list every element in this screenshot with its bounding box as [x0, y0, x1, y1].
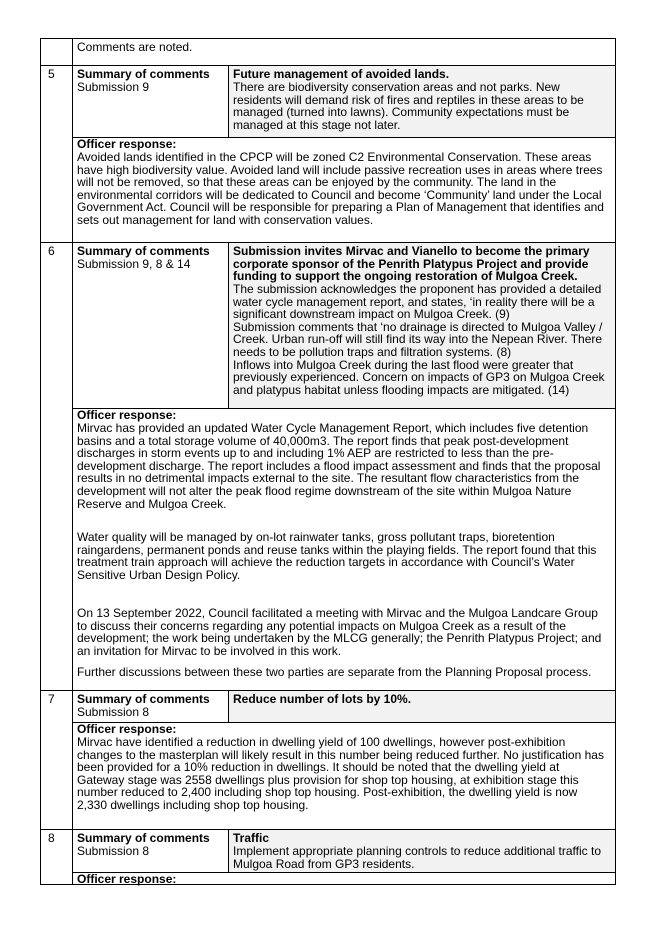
summary-column-divider [228, 66, 229, 137]
officer-response-label: Officer response: [77, 872, 177, 886]
comment-text: The submission acknowledges the proponent has provided a detailed water cycle management report, and states, ‘in reality there will be a significant downstream impact on Mulgoa Creek. (9) Submission comments that ‘no drainage is directed to Mulgoa Valley / Creek. Urban run-off will still find its way into the Nepean River. There needs to be pollution traps and filtration systems. (8) Inflows into Mulgoa Creek during the last flood were greater that previously experienced. Concern on impacts of GP3 on Mulgoa Creek and platypus habitat unless flooding impacts are mitigated. (14) [233, 282, 605, 397]
officer-response-paragraph: On 13 September 2022, Council facilitated a meeting with Mirvac and the Mulgoa Landcare Group to discuss their concerns regarding any potential impacts on Mulgoa Creek as a result of the development; the work being undertaken by the MLCG generally; the Penrith Platypus Project; and an invitation for Mirvac to be involved in this work. [77, 606, 602, 658]
submission-ref: Submission 9 [77, 80, 150, 94]
row-separator [41, 242, 615, 243]
row-number: 8 [48, 831, 55, 845]
comments-table [40, 38, 616, 885]
submission-ref: Submission 9, 8 & 14 [77, 257, 191, 271]
row-number: 6 [48, 244, 55, 258]
number-column-divider [72, 39, 73, 884]
comment-topic: Submission invites Mirvac and Vianello to become the primary corporate sponsor of the Penrith Platypus Project and provide funding to support the ongoing restoration of Mulgoa Creek. [233, 244, 590, 284]
summary-column-divider [228, 243, 229, 408]
summary-heading: Summary of comments [77, 244, 210, 258]
officer-response-label: Officer response: [77, 137, 177, 151]
comment-topic: Reduce number of lots by 10%. [233, 692, 412, 706]
officer-response-label: Officer response: [77, 722, 177, 736]
summary-column-divider [228, 830, 229, 872]
submission-ref: Submission 8 [77, 844, 150, 858]
officer-response-label: Officer response: [77, 408, 177, 422]
row-number: 5 [48, 67, 55, 81]
comment-text: There are biodiversity conservation areas and not parks. New residents will demand risk of fires and reptiles in these areas to be managed (turned into lawns). Community expectations must be managed at this stage not later. [233, 80, 584, 132]
row-separator [41, 829, 615, 830]
row-number: 7 [48, 692, 55, 706]
continued-comment: Comments are noted. [77, 40, 193, 54]
officer-response-paragraph: Further discussions between these two parties are separate from the Planning Proposal process. [77, 665, 592, 679]
summary-column-divider [228, 691, 229, 722]
row-separator [41, 690, 615, 691]
summary-heading: Summary of comments [77, 692, 210, 706]
submission-ref: Submission 8 [77, 705, 150, 719]
row-separator [41, 65, 615, 66]
comment-topic: Traffic [233, 831, 270, 845]
summary-heading: Summary of comments [77, 67, 210, 81]
officer-response-text: Avoided lands identified in the CPCP will be zoned C2 Environmental Conservation. These areas have high biodiversity value. Avoided land will include passive recreation uses in areas where trees will not be removed, so that these areas can be enjoyed by the community. The land in the environmental corridors will be dedicated to Council and become ‘Community’ land under the Local Government Act. Council will be responsible for preparing a Plan of Management that identifies and sets out management for land with conservation values. [77, 150, 604, 227]
officer-response-text: Mirvac have identified a reduction in dwelling yield of 100 dwellings, however post-exhibition changes to the masterplan will likely result in this number being reduced further. No justification has been provided for a 10% reduction in dwellings. It should be noted that the dwelling yield at Gateway stage was 2558 dwellings plus provision for shop top housing, at exhibition stage this number reduced to 2,400 including shop top housing. Post-exhibition, the dwelling yield is now 2,330 dwellings including shop top housing. [77, 735, 604, 812]
officer-response-paragraph: Mirvac has provided an updated Water Cycle Management Report, which includes five detention basins and a total storage volume of 40,000m3. The report finds that peak post-development discharges in storm events up to and including 1% AEP are restricted to less than the pre- development discharge. The report includes a flood impact assessment and finds that the proposal results in no detrimental impacts external to the site. The resultant flow characteristics from the development will not alter the peak flood regime downstream of the site within Mulgoa Nature Reserve and Mulgoa Creek. [77, 421, 601, 511]
officer-response-paragraph: Water quality will be managed by on-lot rainwater tanks, gross pollutant traps, bioretention raingardens, permanent ponds and reuse tanks within the playing fields. The report found that this treatment train approach will achieve the reduction targets in accordance with Council’s Water Sensitive Urban Design Policy. [77, 530, 597, 582]
summary-heading: Summary of comments [77, 831, 210, 845]
comment-text: Implement appropriate planning controls to reduce additional traffic to Mulgoa Road from GP3 residents. [233, 844, 601, 871]
comment-topic: Future management of avoided lands. [233, 67, 450, 81]
